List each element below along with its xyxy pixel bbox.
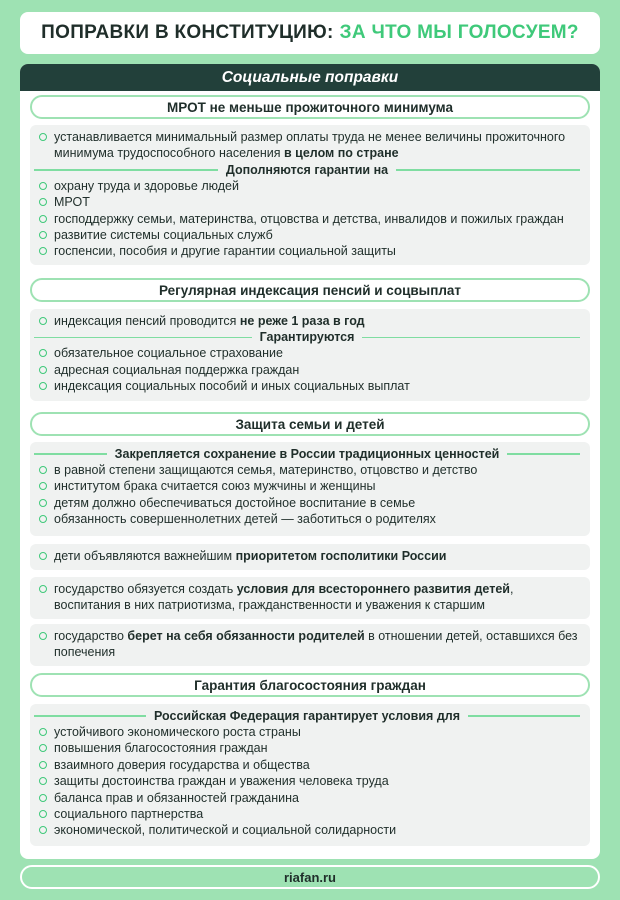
source-link[interactable]: riafan.ru [20, 865, 600, 889]
page-title [20, 12, 600, 54]
list-item: господдержку семьи, материнства, отцовства и детства, инвалидов и пожилых граждан [34, 211, 580, 227]
list-item: в равной степени защищаются семья, материнство, отцовство и детство [34, 462, 580, 478]
bullet-icon [39, 499, 47, 507]
list-item: обязательное социальное страхование [34, 345, 580, 361]
list-item: защиты достоинства граждан и уважения человека труда [34, 773, 580, 789]
list-item: баланса прав и обязанностей гражданина [34, 790, 580, 806]
bullet-icon [39, 632, 47, 640]
bullet-icon [39, 247, 47, 255]
content-card [20, 64, 600, 859]
bullet-icon [39, 777, 47, 785]
bullet-icon [39, 761, 47, 769]
subheading: Российская Федерация гарантирует условия для [34, 708, 580, 724]
section-header: Социальные поправки [20, 64, 600, 91]
section-box-welfare [30, 704, 590, 846]
section-title-mrot: МРОТ не меньше прожиточного минимума [30, 95, 590, 119]
bullet-icon [39, 826, 47, 834]
subheading: Дополняются гарантии на [34, 162, 580, 178]
list-item: повышения благосостояния граждан [34, 740, 580, 756]
list-item: адресная социальная поддержка граждан [34, 362, 580, 378]
list-item: индексация социальных пособий и иных социальных выплат [34, 378, 580, 394]
bullet-icon [39, 810, 47, 818]
list-item: дети объявляются важнейшим приоритетом госполитики России [34, 548, 580, 564]
list-item: устойчивого экономического роста страны [34, 724, 580, 740]
list-item: социального партнерства [34, 806, 580, 822]
title-part-1: ПОПРАВКИ В КОНСТИТУЦИЮ: [41, 22, 334, 43]
title-part-2: ЗА ЧТО МЫ ГОЛОСУЕМ? [339, 22, 579, 43]
bullet-icon [39, 482, 47, 490]
list-item: экономической, политической и социальной солидарности [34, 822, 580, 838]
bullet-icon [39, 585, 47, 593]
bullet-icon [39, 231, 47, 239]
list-item: госпенсии, пособия и другие гарантии социальной защиты [34, 243, 580, 259]
list-item: взаимного доверия государства и общества [34, 757, 580, 773]
list-item: охрану труда и здоровье людей [34, 178, 580, 194]
bullet-icon [39, 515, 47, 523]
section-box-pensions [30, 309, 590, 401]
section-box-family-parents [30, 624, 590, 666]
bullet-icon [39, 794, 47, 802]
subheading: Закрепляется сохранение в России традиционных ценностей [34, 446, 580, 462]
bullet-icon [39, 366, 47, 374]
bullet-icon [39, 133, 47, 141]
section-title-pensions: Регулярная индексация пенсий и соцвыплат [30, 278, 590, 302]
list-item: институтом брака считается союз мужчины и женщины [34, 478, 580, 494]
section-title-family: Защита семьи и детей [30, 412, 590, 436]
section-box-family-priority [30, 544, 590, 570]
list-item: детям должно обеспечиваться достойное воспитание в семье [34, 495, 580, 511]
bullet-icon [39, 728, 47, 736]
list-item: индексация пенсий проводится не реже 1 раза в год [34, 313, 580, 329]
subheading: Гарантируются [34, 329, 580, 345]
list-item: развитие системы социальных служб [34, 227, 580, 243]
section-box-family-values [30, 442, 590, 536]
bullet-icon [39, 552, 47, 560]
section-title-welfare: Гарантия благосостояния граждан [30, 673, 590, 697]
list-item: устанавливается минимальный размер оплаты труда не менее величины прожиточного минимума трудоспособного населения в целом по стране [34, 129, 580, 162]
list-item: государство берет на себя обязанности родителей в отношении детей, оставшихся без попечения [34, 628, 580, 661]
bullet-icon [39, 382, 47, 390]
bullet-icon [39, 317, 47, 325]
bullet-icon [39, 744, 47, 752]
bullet-icon [39, 466, 47, 474]
list-item: государство обязуется создать условия для всестороннего развития детей, воспитания в них патриотизма, гражданственности и уважения к старшим [34, 581, 580, 614]
section-box-family-development [30, 577, 590, 619]
list-item: МРОТ [34, 194, 580, 210]
bullet-icon [39, 349, 47, 357]
bullet-icon [39, 182, 47, 190]
bullet-icon [39, 198, 47, 206]
section-box-mrot [30, 125, 590, 265]
bullet-icon [39, 215, 47, 223]
list-item: обязанность совершеннолетних детей — заботиться о родителях [34, 511, 580, 527]
